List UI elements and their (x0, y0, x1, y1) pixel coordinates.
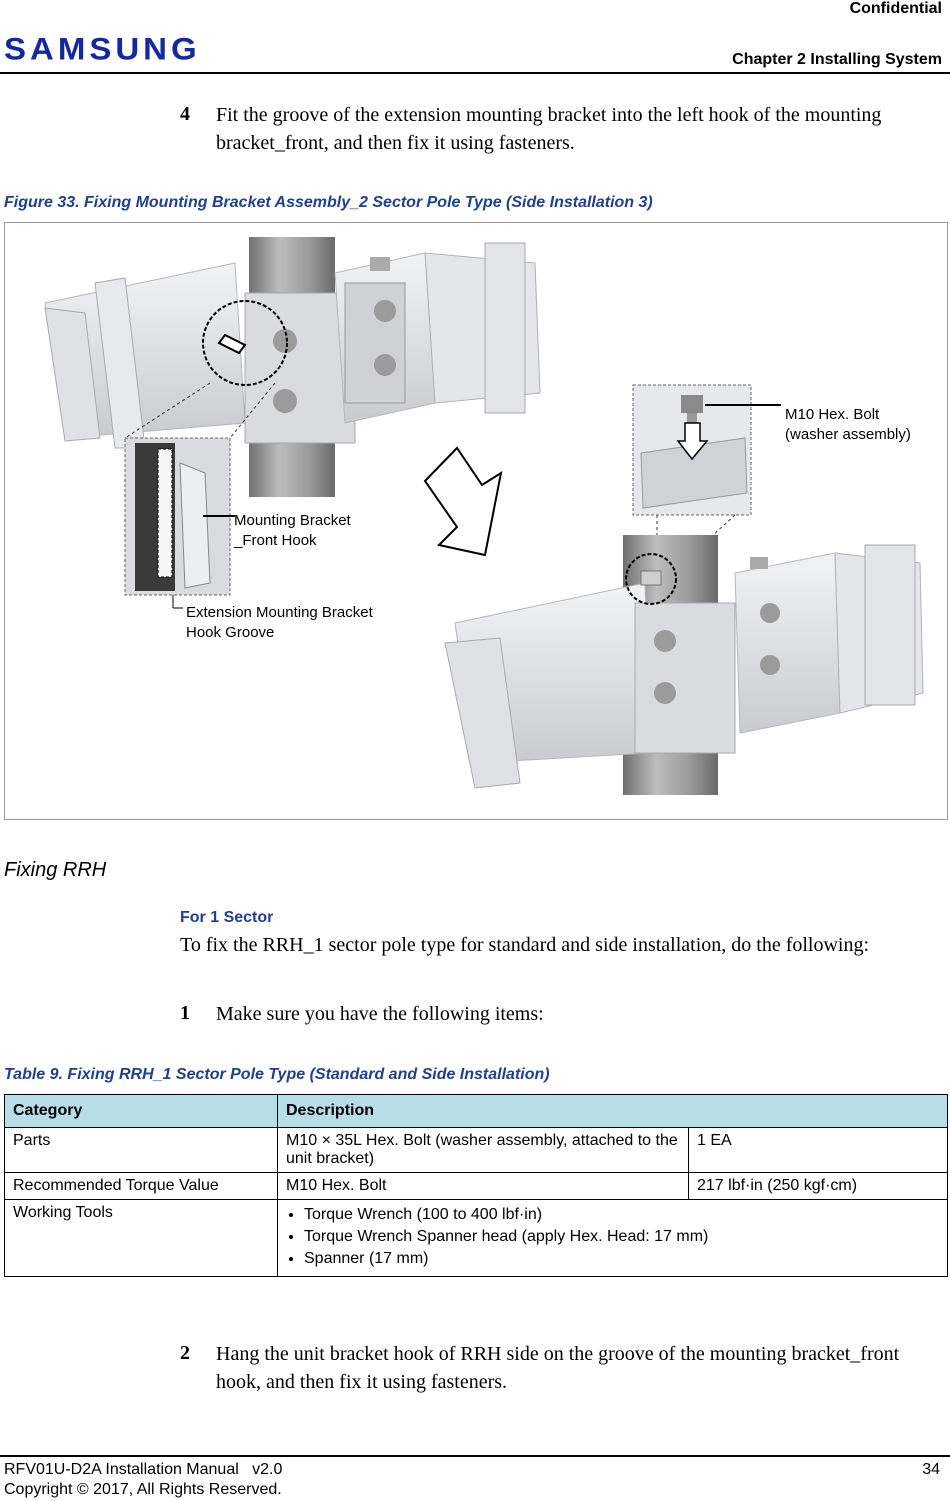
step-1-number: 1 (180, 1002, 190, 1024)
step-2-number: 2 (180, 1342, 190, 1364)
samsung-logo: SAMSUNG (4, 30, 201, 67)
table-row (5, 1173, 948, 1200)
header-category: Category (5, 1095, 278, 1128)
figure-caption: Figure 33. Fixing Mounting Bracket Assembly_2 Sector Pole Type (Side Installation 3) (4, 194, 653, 211)
top-bracket-assembly (45, 237, 540, 497)
cell-torque-desc: M10 Hex. Bolt (278, 1173, 689, 1200)
table-row (5, 1128, 948, 1173)
hook-groove-label-line1: Extension Mounting Bracket (186, 604, 373, 621)
table-header-row (5, 1095, 948, 1128)
direction-arrow-icon (425, 448, 501, 555)
section-title: Fixing RRH (4, 859, 107, 881)
m10-bolt-label-line2: (washer assembly) (785, 426, 911, 443)
step-1-text: Make sure you have the following items: (216, 1003, 544, 1025)
step-4-number: 4 (180, 103, 190, 125)
chapter-title: Chapter 2 Installing System (732, 51, 942, 68)
confidential-label: Confidential (849, 0, 942, 17)
header-divider (0, 72, 950, 74)
cell-parts-qty: 1 EA (689, 1128, 948, 1173)
list-item: • Torque Wrench (100 to 400 lbf·in) (304, 1206, 939, 1224)
table-caption: Table 9. Fixing RRH_1 Sector Pole Type (Standard and Side Installation) (4, 1066, 550, 1083)
cell-tools-list (278, 1200, 948, 1277)
step-2-text: Hang the unit bracket hook of RRH side on the groove of the mounting bracket_front hook, and then fix it using fasteners. (216, 1343, 900, 1393)
cell-torque-qty: 217 lbf·in (250 kgf·cm) (689, 1173, 948, 1200)
header-description: Description (278, 1095, 948, 1128)
front-hook-label-line2: _Front Hook (234, 532, 317, 549)
footer-divider (0, 1455, 950, 1457)
table-row (5, 1200, 948, 1277)
bottom-bracket-assembly (445, 535, 923, 795)
list-item: • Torque Wrench Spanner head (apply Hex. Head: 17 mm) (304, 1228, 939, 1246)
cell-parts-category: Parts (5, 1128, 278, 1173)
front-hook-label-line1: Mounting Bracket (234, 512, 351, 529)
subsection-title: For 1 Sector (180, 909, 274, 926)
items-table (4, 1094, 948, 1277)
m10-bolt-label-line1: M10 Hex. Bolt (785, 406, 880, 423)
footer-page-number: 34 (922, 1461, 940, 1478)
figure-33 (4, 222, 948, 820)
footer-manual: RFV01U-D2A Installation Manual v2.0 (4, 1461, 283, 1478)
list-item: • Spanner (17 mm) (304, 1250, 939, 1268)
cell-parts-desc: M10 × 35L Hex. Bolt (washer assembly, attached to the unit bracket) (278, 1128, 689, 1173)
cell-tools-category: Working Tools (5, 1200, 278, 1277)
step-4-text: Fit the groove of the extension mounting bracket into the left hook of the mounting bracket_front, and then fix it using fasteners. (216, 104, 882, 154)
cell-torque-category: Recommended Torque Value (5, 1173, 278, 1200)
footer-copyright: Copyright © 2017, All Rights Reserved. (4, 1481, 282, 1498)
bracket-illustration (5, 223, 947, 819)
section-intro: To fix the RRH_1 sector pole type for standard and side installation, do the following: (180, 934, 870, 956)
hook-groove-label-line2: Hook Groove (186, 624, 275, 641)
